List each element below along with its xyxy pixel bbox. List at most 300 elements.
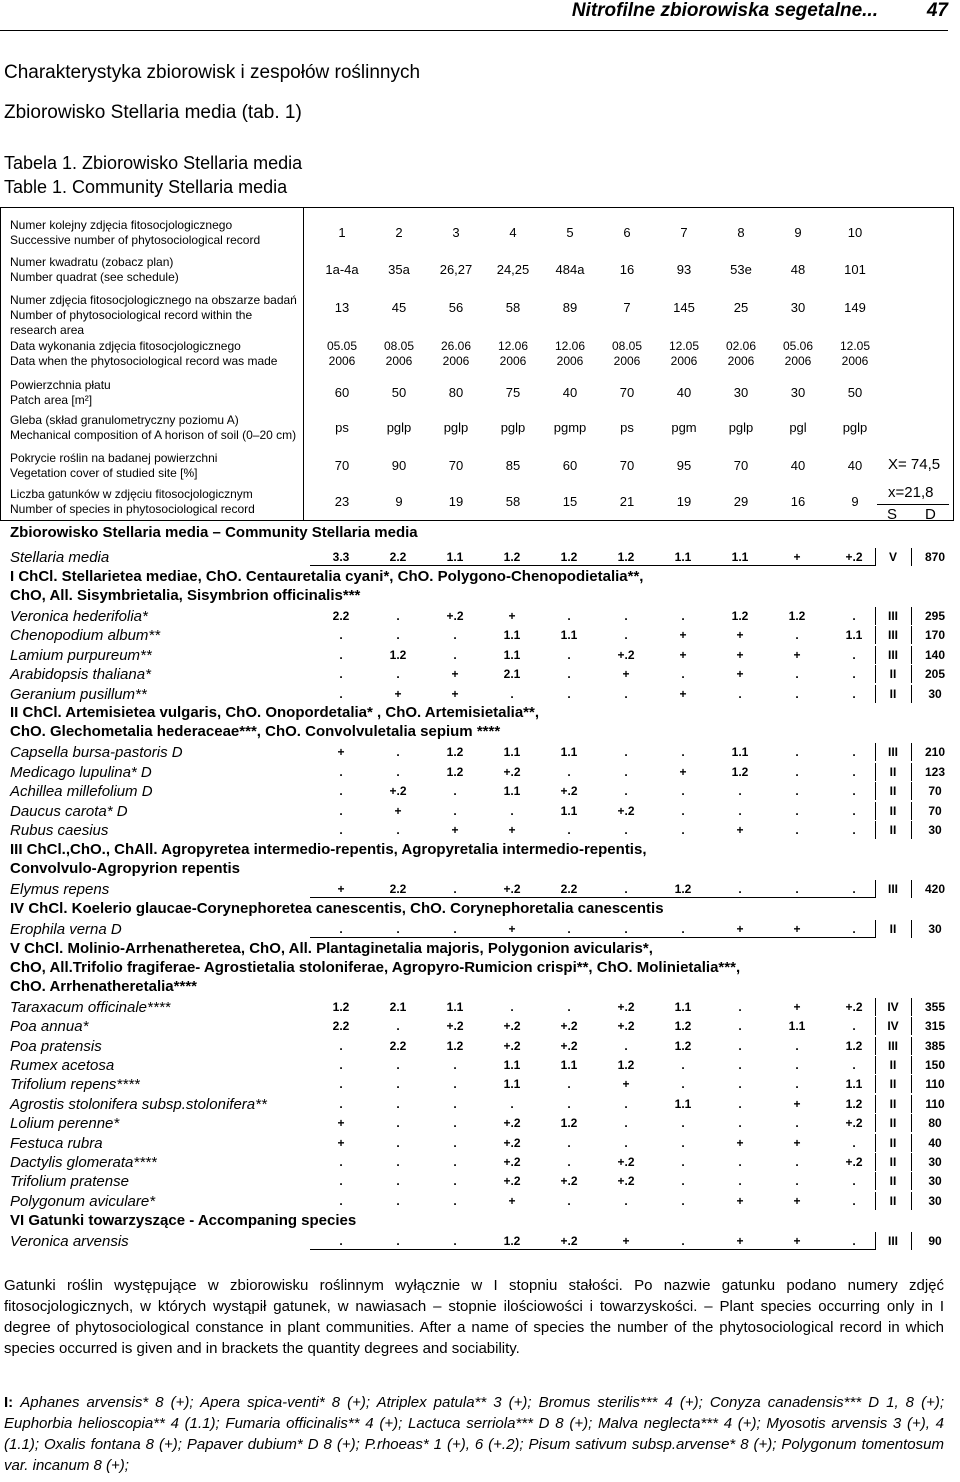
abundance-cell: +.2 (560, 1038, 578, 1053)
abundance-cell: 1.2 (617, 1057, 635, 1072)
abundance-cell: . (567, 608, 571, 623)
abundance-cell: . (453, 1193, 457, 1208)
abundance-cell: . (624, 745, 628, 760)
constancy-class: II (889, 1174, 897, 1189)
record-header-table (0, 207, 954, 521)
cover-coefficient: 205 (924, 667, 946, 682)
section-title: I ChCl. Stellarietea mediae, ChO. Centauretalia cyani*, ChO. Polygono-Chenopodietalia**, (10, 567, 644, 585)
cover-coefficient: 355 (924, 999, 946, 1014)
abundance-cell: + (451, 823, 459, 837)
abundance-cell: 1.2 (560, 1116, 578, 1131)
abundance-cell: . (339, 1193, 343, 1208)
abundance-cell: +.2 (617, 803, 635, 818)
header-cell: 70 (733, 458, 749, 473)
header-row-label: Powierzchnia płatu Patch area [m²] (10, 378, 111, 407)
abundance-cell: . (681, 823, 685, 837)
abundance-cell: . (339, 1057, 343, 1072)
species-row (0, 1134, 952, 1153)
species-name: Rumex acetosa (10, 1056, 115, 1074)
d-label: D (925, 506, 936, 523)
species-row (0, 1172, 952, 1191)
header-cell: 3 (452, 225, 460, 240)
abundance-cell: 1.1 (503, 1077, 521, 1092)
abundance-cell: + (736, 628, 744, 643)
abundance-cell: +.2 (503, 881, 521, 896)
constancy-class: III (887, 647, 898, 662)
species-name: Polygonum aviculare* (10, 1192, 156, 1210)
abundance-cell: . (624, 1135, 628, 1150)
abundance-cell: 1.1 (503, 784, 521, 799)
abundance-cell: . (567, 1154, 571, 1169)
abundance-cell: . (852, 1193, 856, 1208)
species-row (0, 548, 952, 567)
abundance-cell: . (624, 1193, 628, 1208)
abundance-cell: . (396, 1193, 400, 1208)
header-cell: 40 (562, 385, 578, 400)
abundance-cell: 1.2 (674, 1019, 692, 1034)
abundance-cell: + (736, 1193, 744, 1208)
species-name: Elymus repens (10, 880, 110, 898)
constancy-class: II (889, 1057, 897, 1072)
abundance-cell: . (681, 1057, 685, 1072)
abundance-cell: . (795, 803, 799, 818)
abundance-cell: . (795, 1174, 799, 1189)
header-cell: ps (335, 420, 349, 435)
species-name: Veronica arvensis (10, 1232, 129, 1250)
abundance-cell: + (679, 764, 687, 779)
abundance-cell: . (339, 1038, 343, 1053)
abundance-cell: . (396, 764, 400, 779)
abundance-cell: . (681, 1077, 685, 1092)
abundance-cell: . (681, 784, 685, 799)
abundance-cell: + (622, 1077, 630, 1092)
abundance-cell: 1.1 (788, 1019, 806, 1034)
section-title: VI Gatunki towarzyszące - Accompaning species (10, 1211, 357, 1229)
section-title: ChO. Arrhenatheretalia**** (10, 977, 198, 995)
species-row (0, 998, 952, 1017)
abundance-cell: +.2 (617, 1019, 635, 1034)
page-number: 47 (926, 0, 948, 21)
species-row (0, 665, 952, 684)
header-cell: 95 (676, 458, 692, 473)
header-cell: 40 (847, 458, 863, 473)
species-row (0, 1095, 952, 1114)
abundance-cell: . (567, 1193, 571, 1208)
abundance-cell: 1.2 (674, 881, 692, 896)
abundance-cell: +.2 (560, 1233, 578, 1248)
header-row-label: Data wykonania zdjęcia fitosocjologicznego Data when the phytosociological record was made (10, 339, 278, 368)
abundance-cell: . (453, 1077, 457, 1092)
abundance-cell: . (624, 608, 628, 623)
header-cell: 30 (733, 385, 749, 400)
header-cell: 40 (676, 385, 692, 400)
abundance-cell: +.2 (503, 1038, 521, 1053)
abundance-cell: . (624, 823, 628, 837)
abundance-cell: . (396, 1154, 400, 1169)
abundance-cell: + (793, 647, 801, 662)
row-underline (310, 565, 875, 566)
abundance-cell: 1.1 (731, 550, 749, 564)
constancy-class: II (889, 1096, 897, 1111)
running-title: Nitrofilne zbiorowiska segetalne... (571, 0, 878, 21)
header-cell: 4 (509, 225, 517, 240)
constancy-class: V (888, 550, 897, 564)
abundance-cell: . (681, 803, 685, 818)
abundance-cell: + (622, 667, 630, 682)
abundance-cell: . (681, 1116, 685, 1131)
abundance-cell: . (453, 628, 457, 643)
cover-coefficient: 385 (924, 1038, 946, 1053)
abundance-cell: . (453, 1057, 457, 1072)
abundance-cell: . (453, 1135, 457, 1150)
header-cell: 08.05 2006 (383, 339, 415, 368)
abundance-cell: . (396, 823, 400, 837)
species-name: Achillea millefolium D (10, 783, 153, 801)
abundance-cell: . (396, 1019, 400, 1034)
cover-coefficient: 210 (924, 745, 946, 760)
abundance-cell: . (624, 686, 628, 701)
abundance-cell: . (852, 764, 856, 779)
header-cell: 29 (733, 494, 749, 509)
abundance-cell: . (396, 667, 400, 682)
abundance-cell: 1.2 (560, 550, 578, 564)
species-row (0, 685, 952, 704)
abundance-cell: . (453, 647, 457, 662)
species-name: Lamium purpureum** (10, 646, 152, 664)
abundance-cell: + (622, 1233, 630, 1248)
header-cell: 16 (619, 262, 635, 277)
header-cell: 16 (790, 494, 806, 509)
abundance-cell: . (852, 1233, 856, 1248)
cover-coefficient: 30 (928, 1193, 942, 1208)
constancy-class: II (889, 1193, 897, 1208)
abundance-cell: . (453, 1116, 457, 1131)
constancy-class: II (889, 1154, 897, 1169)
abundance-cell: 1.2 (788, 608, 806, 623)
constancy-class: IV (887, 1019, 899, 1034)
abundance-cell: . (510, 803, 514, 818)
constancy-class: III (887, 745, 898, 760)
header-cell: 60 (562, 458, 578, 473)
abundance-cell: . (396, 1096, 400, 1111)
cover-coefficient: 30 (928, 1154, 942, 1169)
abundance-cell: . (795, 764, 799, 779)
abundance-cell: . (852, 608, 856, 623)
header-cell: 10 (847, 225, 863, 240)
abundance-cell: . (339, 921, 343, 936)
abundance-cell: . (795, 784, 799, 799)
abundance-cell: . (567, 686, 571, 701)
header-cell: 19 (676, 494, 692, 509)
cover-coefficient: 110 (925, 1096, 945, 1111)
header-cell: 12.05 2006 (668, 339, 700, 368)
abundance-cell: + (793, 1193, 801, 1208)
abundance-cell: 1.2 (617, 550, 635, 564)
s-label: S (887, 506, 898, 523)
header-cell: pgm (671, 420, 697, 435)
abundance-cell: . (795, 881, 799, 896)
species-name: Trifolium pratense (10, 1173, 129, 1191)
abundance-cell: + (736, 921, 744, 936)
constancy-class: II (889, 1135, 897, 1150)
abundance-cell: +.2 (617, 1174, 635, 1189)
header-cell: 13 (334, 300, 350, 315)
constancy-class: II (889, 1116, 897, 1131)
abundance-cell: 1.1 (845, 1077, 863, 1092)
cover-coefficient: 123 (924, 764, 946, 779)
abundance-cell: . (567, 647, 571, 662)
species-name: Stellaria media (10, 549, 110, 566)
abundance-cell: . (396, 1077, 400, 1092)
species-name: Poa pratensis (10, 1037, 102, 1055)
constancy-class: II (889, 803, 897, 818)
abundance-cell: . (681, 667, 685, 682)
species-row (0, 920, 952, 939)
abundance-cell: . (396, 1174, 400, 1189)
abundance-cell: . (681, 1233, 685, 1248)
constancy-class: II (889, 686, 897, 701)
constancy-class: III (887, 608, 898, 623)
abundance-cell: +.2 (560, 784, 578, 799)
abundance-cell: . (852, 647, 856, 662)
header-cell: 53e (730, 262, 752, 277)
header-cell: 7 (623, 300, 631, 315)
species-name: Poa annua* (10, 1018, 89, 1036)
header-cell: 19 (448, 494, 464, 509)
constancy-class: II (889, 921, 897, 936)
abundance-cell: 1.1 (731, 745, 749, 760)
abundance-cell: . (852, 686, 856, 701)
header-cell: 70 (448, 458, 464, 473)
cover-coefficient: 870 (924, 550, 946, 564)
species-row (0, 1192, 952, 1211)
species-name: Rubus caesius (10, 822, 109, 839)
species-row (0, 1114, 952, 1133)
abundance-cell: . (738, 1154, 742, 1169)
header-cell: 93 (676, 262, 692, 277)
abundance-cell: . (738, 1116, 742, 1131)
header-cell: 40 (790, 458, 806, 473)
abundance-cell: . (396, 628, 400, 643)
section-title: III ChCl.,ChO., ChAll. Agropyretea intermedio-repentis, Agropyretalia intermedio-repentis, (10, 840, 647, 858)
abundance-cell: . (795, 1038, 799, 1053)
species-row (0, 607, 952, 626)
abundance-cell: + (337, 745, 345, 760)
header-cell: 12.06 2006 (497, 339, 529, 368)
abundance-cell: . (738, 1096, 742, 1111)
abundance-cell: 1.1 (446, 999, 464, 1014)
abundance-cell: . (681, 1174, 685, 1189)
cover-coefficient: 80 (928, 1116, 942, 1131)
abundance-cell: + (793, 1096, 801, 1111)
abundance-cell: . (738, 999, 742, 1014)
abundance-cell: 1.2 (446, 1038, 464, 1053)
abundance-cell: . (453, 881, 457, 896)
abundance-cell: 1.2 (731, 608, 749, 623)
header-cell: 23 (334, 494, 350, 509)
header-cell: 5 (566, 225, 574, 240)
abundance-cell: . (396, 1135, 400, 1150)
cover-coefficient: 30 (928, 921, 942, 936)
section-title: IV ChCl. Koelerio glaucae-Corynephoretea canescentis, ChO. Corynephoretalia canescentis (10, 899, 664, 917)
abundance-cell: . (453, 921, 457, 936)
header-cell: 12.06 2006 (554, 339, 586, 368)
abundance-cell: . (339, 764, 343, 779)
class-one-list: Aphanes arvensis* 8 (+); Apera spica-venti* 8 (+); Atriplex patula** 3 (+); Bromus sterilis*** 4 (+); Conyza canadensis*** D 1, 8 (+); Euphorbia helioscopia** 4 (1.1); Fumaria officinalis** 4 (+); Lactuca serriola*** D 8 (+); Malva neglecta*** 4 (+); Myosotis arvensis 3 (+), 4 (1.1); Oxalis fontana 8 (+); Papaver dubium* D 8 (+); P.rhoeas* 1 (+), 6 (+.2); Pisum sativum subsp.arvense* 8 (+); Polygonum tomentosum var. incanum 8 (+); (4, 1394, 944, 1474)
abundance-cell: . (510, 999, 514, 1014)
constancy-class: III (887, 881, 898, 896)
header-cell: 1 (338, 225, 346, 240)
header-cell: 89 (562, 300, 578, 315)
section-title: ChO. Glechometalia hederaceae***, ChO. Convolvuletalia sepium **** (10, 723, 501, 741)
header-cell: 24,25 (496, 262, 530, 277)
abundance-cell: + (736, 823, 744, 837)
abundance-cell: . (510, 686, 514, 701)
abundance-cell: . (396, 1057, 400, 1072)
header-cell: 56 (448, 300, 464, 315)
abundance-cell: 1.2 (503, 550, 521, 564)
header-cell: 9 (851, 494, 859, 509)
abundance-cell: 2.2 (389, 1038, 407, 1053)
abundance-cell: . (624, 764, 628, 779)
header-cell: 90 (391, 458, 407, 473)
species-name: Festuca rubra (10, 1134, 103, 1152)
header-cell: 15 (562, 494, 578, 509)
abundance-cell: +.2 (503, 1135, 521, 1150)
constancy-class: III (887, 628, 898, 643)
header-cell: pgl (789, 420, 807, 435)
constancy-class: II (889, 784, 897, 799)
abundance-cell: . (624, 881, 628, 896)
abundance-cell: . (738, 1038, 742, 1053)
header-cell: 149 (844, 300, 866, 315)
species-row (0, 743, 952, 762)
species-name: Agrostis stolonifera subsp.stolonifera** (10, 1095, 267, 1113)
constancy-class: II (889, 823, 897, 837)
abundance-cell: . (339, 823, 343, 837)
cover-coefficient: 420 (924, 881, 946, 896)
header-cell: pglp (386, 420, 412, 435)
abundance-cell: 2.1 (389, 999, 407, 1014)
abundance-cell: . (681, 608, 685, 623)
row-underline (310, 1249, 875, 1250)
abundance-cell: + (679, 628, 687, 643)
header-cell: 2 (395, 225, 403, 240)
abundance-cell: . (567, 999, 571, 1014)
species-row (0, 821, 952, 840)
abundance-cell: 1.1 (503, 647, 521, 662)
species-row (0, 1037, 952, 1056)
header-cell: pglp (500, 420, 526, 435)
cover-coefficient: 150 (924, 1057, 946, 1072)
header-row-label: Numer kolejny zdjęcia fitosocjologicznego Successive number of phytosociological record (10, 218, 261, 247)
header-cell: ps (620, 420, 634, 435)
abundance-cell: . (795, 628, 799, 643)
abundance-cell: . (339, 1154, 343, 1169)
abundance-cell: +.2 (617, 999, 635, 1014)
header-cell: 50 (847, 385, 863, 400)
abundance-cell: . (339, 784, 343, 799)
species-name: Erophila verna D (10, 920, 122, 938)
abundance-cell: + (508, 608, 516, 623)
header-rule (0, 30, 948, 31)
header-cell: pglp (443, 420, 469, 435)
abundance-cell: . (567, 823, 571, 837)
abundance-cell: 1.2 (845, 1038, 863, 1053)
abundance-cell: +.2 (560, 1019, 578, 1034)
species-name: Taraxacum officinale**** (10, 998, 171, 1016)
abundance-cell: . (852, 1019, 856, 1034)
species-row (0, 1153, 952, 1172)
abundance-cell: 1.2 (446, 745, 464, 760)
section-heading: Charakterystyka zbiorowisk i zespołów roślinnych (4, 62, 421, 83)
header-cell: 05.05 2006 (326, 339, 358, 368)
abundance-cell: . (567, 1135, 571, 1150)
constancy-class: III (887, 1233, 898, 1248)
abundance-cell: . (453, 1174, 457, 1189)
header-cell: 7 (680, 225, 688, 240)
running-header (0, 0, 948, 22)
section-title: II ChCl. Artemisietea vulgaris, ChO. Onopordetalia* , ChO. Artemisietalia**, (10, 704, 540, 722)
header-cell: 9 (395, 494, 403, 509)
species-row (0, 782, 952, 801)
abundance-cell: +.2 (503, 1154, 521, 1169)
constancy-class: III (887, 1038, 898, 1053)
abundance-cell: . (681, 921, 685, 936)
abundance-cell: 1.2 (674, 1038, 692, 1053)
abundance-cell: + (451, 686, 459, 701)
abundance-cell: +.2 (446, 1019, 464, 1034)
constancy-class: IV (887, 999, 899, 1014)
header-cell: 30 (790, 300, 806, 315)
header-cell: 35a (388, 262, 410, 277)
abundance-cell: . (852, 803, 856, 818)
s-d-header (877, 504, 949, 523)
header-cell: 48 (790, 262, 806, 277)
species-name: Lolium perenne* (10, 1115, 120, 1133)
header-cell: 58 (505, 494, 521, 509)
header-cell: 484a (555, 262, 585, 277)
abundance-cell: . (738, 1077, 742, 1092)
header-cell: pgmp (553, 420, 587, 435)
abundance-cell: . (567, 667, 571, 682)
header-cell: 6 (623, 225, 631, 240)
header-cell: 50 (391, 385, 407, 400)
header-cell: 145 (673, 300, 695, 315)
abundance-cell: . (339, 686, 343, 701)
header-cell: 21 (619, 494, 635, 509)
header-divider (303, 208, 304, 520)
header-row-label: Numer zdjęcia fitosocjologicznego na obszarze badań Number of phytosociological record within the research area (10, 293, 297, 337)
abundance-cell: + (508, 921, 516, 936)
species-row (0, 1056, 952, 1075)
abundance-cell: + (793, 1135, 801, 1150)
mean-value: X= 74,5 (888, 456, 941, 473)
abundance-cell: +.2 (446, 608, 464, 623)
cover-coefficient: 140 (924, 647, 946, 662)
class-one-label: I: (4, 1394, 14, 1411)
species-name: Daucus carota* D (10, 802, 128, 820)
abundance-cell: . (681, 1135, 685, 1150)
abundance-cell: + (736, 1135, 744, 1150)
header-cell: 101 (844, 262, 866, 277)
header-cell: 58 (505, 300, 521, 315)
abundance-cell: 3.3 (332, 550, 350, 564)
abundance-cell: 1.1 (503, 628, 521, 643)
abundance-cell: . (738, 1057, 742, 1072)
header-cell: 08.05 2006 (611, 339, 643, 368)
abundance-cell: . (339, 667, 343, 682)
